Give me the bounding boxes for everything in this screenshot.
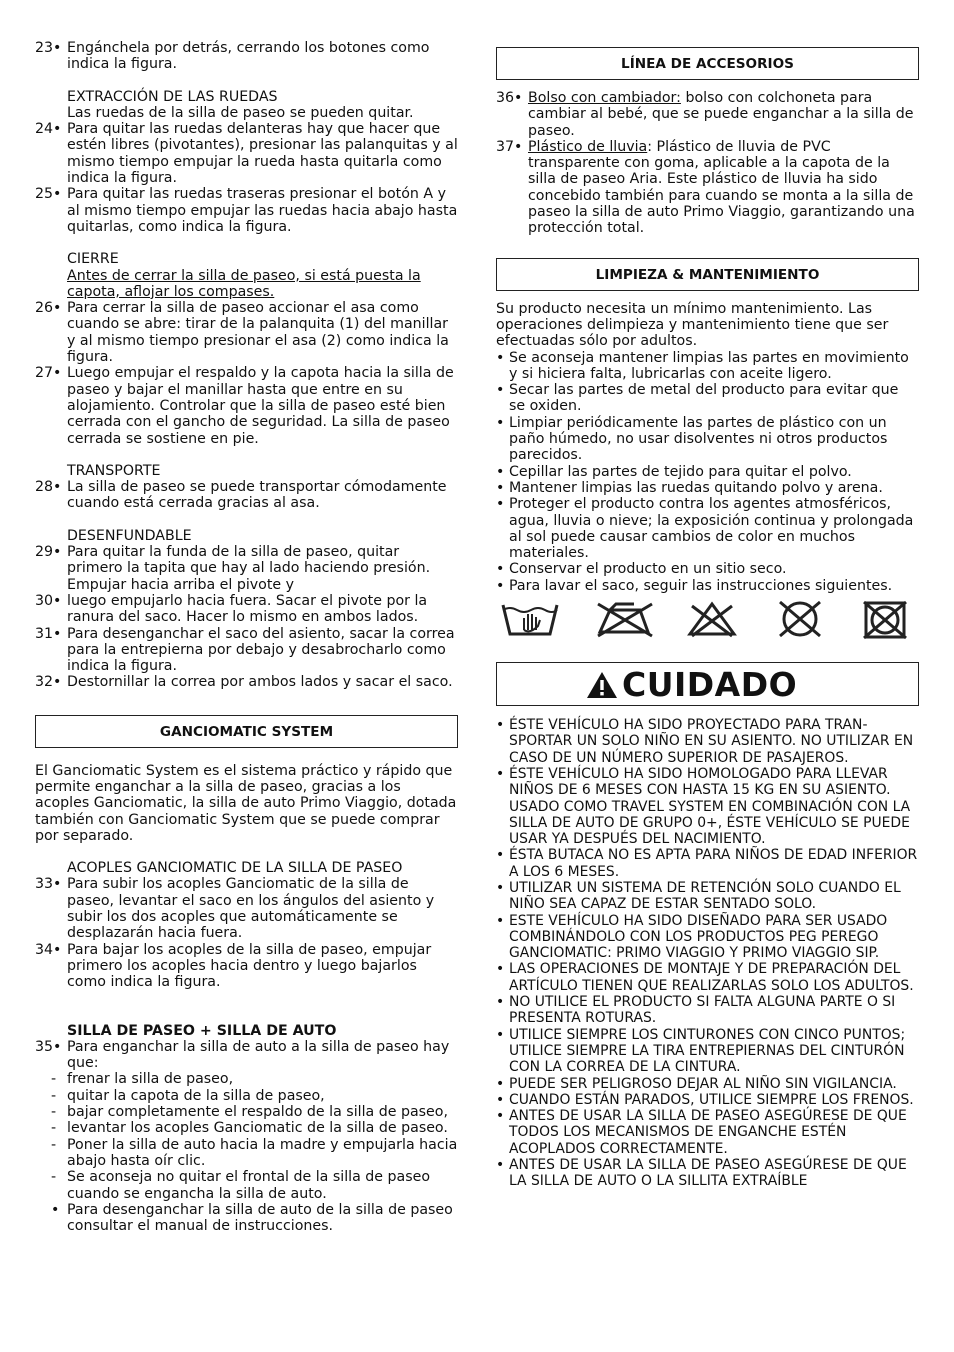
bullet-item xyxy=(35,1202,458,1235)
instruction-33 xyxy=(35,876,458,941)
item-number: 33• xyxy=(35,876,62,893)
warning-bullet-item xyxy=(496,847,919,880)
dash-item xyxy=(35,1088,458,1104)
item-text: Para desenganchar el saco del asiento, sacar la correa para la entrepierna por debajo y desabrocharlo como indica la figura. xyxy=(67,625,455,675)
limpieza-bullet-item xyxy=(496,464,919,480)
left-column xyxy=(35,40,458,1234)
warning-bullet-text: ESTE VEHÍCULO HA SIDO DISEÑADO PARA SER USADO COMBINÁNDOLO CON LOS PRODUCTOS PEG PEREGO GANCIOMATIC: PRIMO VIAGGIO Y PRIMO VIAGGIO SIP. xyxy=(509,912,888,962)
item-number: 28• xyxy=(35,479,62,496)
extraccion-intro: Las ruedas de la silla de paseo se pueden quitar. xyxy=(67,104,414,121)
dash-mark: - xyxy=(51,1104,57,1121)
item-number: 34• xyxy=(35,941,62,958)
warning-bullet-text: ANTES DE USAR LA SILLA DE PASEO ASEGÚRESE DE QUE LA SILLA DE AUTO O LA SILLITA EXTRAÍBLE xyxy=(509,1157,907,1190)
care-icons-row xyxy=(496,600,919,640)
no-bleach-icon xyxy=(686,600,738,638)
bullet-mark: • xyxy=(496,912,505,929)
dash-mark: - xyxy=(51,1169,57,1186)
dash-item xyxy=(35,1120,458,1136)
limpieza-list xyxy=(496,350,919,594)
item-text: Para cerrar la silla de paseo accionar el asa como cuando se abre: tirar de la palanquita (1) del manillar y al mismo tiempo presionar el asa (2) como indica la figura. xyxy=(67,300,449,366)
warning-triangle-icon xyxy=(585,670,619,700)
warning-bullet-item xyxy=(496,1108,919,1157)
item-number: 24• xyxy=(35,121,62,138)
section-title-transporte: TRANSPORTE xyxy=(67,462,161,479)
warning-bullet-text: UTILIZAR UN SISTEMA DE RETENCIÓN SOLO CUANDO EL NIÑO SEA CAPAZ DE ESTAR SENTADO SOLO. xyxy=(509,879,901,913)
limpieza-intro: Su producto necesita un mínimo mantenimiento. Las operaciones delimpieza y mantenimiento tiene que ser efectuadas sólo por adultos. xyxy=(496,300,889,350)
item-number: 35• xyxy=(35,1038,62,1055)
item-text: Para quitar las ruedas traseras presionar el botón A y al mismo tiempo empujar las ruedas hacia abajo hasta quitarlas, como indica la figura. xyxy=(67,186,458,235)
warning-bullet-item xyxy=(496,1157,919,1190)
limpieza-bullet-text: Para lavar el saco, seguir las instrucciones siguientes. xyxy=(509,577,893,594)
section-title-acoples: ACOPLES GANCIOMATIC DE LA SILLA DE PASEO xyxy=(67,860,403,877)
no-iron-icon xyxy=(596,600,654,638)
limpieza-bullet-text: Limpiar periódicamente las partes de plástico con un paño húmedo, no usar disolventes ni otros productos parecidos. xyxy=(509,414,888,464)
bullet-mark: • xyxy=(496,349,505,366)
section-title-desenfundable: DESENFUNDABLE xyxy=(67,527,192,544)
item-number: 36• xyxy=(496,90,523,106)
item-text: Para quitar las ruedas delanteras hay que hacer que estén libres (pivotantes), presionar las palanquitas y al mismo tiempo empujar la rueda hasta quitarla como indica la figura. xyxy=(67,121,458,187)
dash-item xyxy=(35,1137,458,1170)
item-number: 32• xyxy=(35,674,62,691)
item-text: Luego empujar el respaldo y la capota hacia la silla de paseo y bajar el manillar hasta que entre en su alojamiento. Controlar que la silla de paseo esté bien cerrada con el gancho de seguridad. La silla de paseo cerrada se sostiene en pie. xyxy=(67,365,454,447)
limpieza-bullet-text: Proteger el producto contra los agentes atmosféricos, agua, lluvia o nieve; la exposición continua y prolongada al sol puede causar cambios de color en muchos materiales. xyxy=(509,496,914,562)
bullet-text: Para desenganchar la silla de auto de la silla de paseo consultar el manual de instrucciones. xyxy=(67,1201,453,1235)
section-title-cierre: CIERRE xyxy=(67,251,119,268)
warning-title: CUIDADO xyxy=(622,665,798,705)
bullet-mark: • xyxy=(496,382,505,399)
bullet-mark: • xyxy=(496,414,505,431)
limpieza-bullet-item xyxy=(496,415,919,464)
limpieza-bullet-item xyxy=(496,382,919,415)
item-text: Engánchela por detrás, cerrando los botones como indica la figura. xyxy=(67,40,430,73)
limpieza-bullet-text: Cepillar las partes de tejido para quitar el polvo. xyxy=(509,463,852,480)
instruction-29 xyxy=(35,544,458,593)
warning-bullet-item xyxy=(496,913,919,962)
item-text: luego empujarlo hacia fuera. Sacar el pivote por la ranura del saco. Hacer lo mismo en ambos lados. xyxy=(67,592,428,626)
bullet-mark: • xyxy=(496,463,505,480)
bullet-mark: • xyxy=(496,577,505,594)
limpieza-bullet-item xyxy=(496,350,919,383)
dash-mark: - xyxy=(51,1087,57,1104)
dash-text: levantar los acoples Ganciomatic de la silla de paseo. xyxy=(67,1120,448,1137)
instruction-35 xyxy=(35,1039,458,1072)
warning-bullet-item xyxy=(496,1027,919,1076)
no-dry-clean-icon xyxy=(774,600,826,638)
dash-text: Poner la silla de auto hacia la madre y empujarla hacia abajo hasta oír clic. xyxy=(67,1136,458,1169)
instruction-30 xyxy=(35,593,458,626)
instruction-28 xyxy=(35,479,458,512)
instruction-34 xyxy=(35,942,458,991)
warning-bullet-item xyxy=(496,766,919,847)
warning-bullet-text: LAS OPERACIONES DE MONTAJE Y DE PREPARACIÓN DEL ARTÍCULO TIENEN QUE REALIZARLAS SOLO LOS ADULTOS. xyxy=(509,961,914,994)
item-number: 37• xyxy=(496,138,523,155)
right-column xyxy=(496,47,919,1190)
warning-header xyxy=(496,662,919,706)
section-title-silla: SILLA DE PASEO + SILLA DE AUTO xyxy=(67,1022,337,1039)
limpieza-bullet-text: Mantener limpias las ruedas quitando polvo y arena. xyxy=(509,479,883,496)
item-text: Destornillar la correa por ambos lados y sacar el saco. xyxy=(67,674,453,691)
bullet-mark: • xyxy=(496,1091,505,1108)
limpieza-bullet-text: Secar las partes de metal del producto para evitar que se oxiden. xyxy=(509,382,899,415)
item-text: Para subir los acoples Ganciomatic de la silla de paseo, levantar el saco en los ángulos del asiento y subir los dos acoples que automáticamente se desplazarán hacia fuera. xyxy=(67,876,435,942)
item-text: Para bajar los acoples de la silla de paseo, empujar primero los acoples hacia dentro y luego bajarlos como indica la figura. xyxy=(67,941,432,991)
dash-mark: - xyxy=(51,1136,57,1153)
warning-list xyxy=(496,717,919,1190)
item-number: 31• xyxy=(35,625,62,642)
bullet-mark: • xyxy=(496,1108,505,1125)
warning-bullet-item xyxy=(496,880,919,913)
instruction-27 xyxy=(35,365,458,446)
warning-bullet-text: NO UTILICE EL PRODUCTO SI FALTA ALGUNA PARTE O SI PRESENTA ROTURAS. xyxy=(509,994,896,1027)
dash-mark: - xyxy=(51,1071,57,1088)
warning-bullet-text: ÉSTE VEHÍCULO HA SIDO PROYECTADO PARA TRAN-SPORTAR UN SOLO NIÑO EN SU ASIENTO. NO UTILIZAR EN CASO DE UN NÚMERO SUPERIOR DE PASAJEROS. xyxy=(509,717,914,766)
instruction-26 xyxy=(35,300,458,365)
dash-text: bajar completamente el respaldo de la silla de paseo, xyxy=(67,1104,448,1121)
section-box-accesorios: LÍNEA DE ACCESORIOS xyxy=(496,47,919,80)
dash-item xyxy=(35,1169,458,1202)
instruction-37 xyxy=(496,139,919,237)
warning-bullet-item xyxy=(496,1076,919,1092)
warning-bullet-text: UTILICE SIEMPRE LOS CINTURONES CON CINCO PUNTOS; UTILICE SIEMPRE LA TIRA ENTREPIERNAS DEL CINTURÓN CON LA CORREA DE LA CINTURA. xyxy=(509,1026,906,1076)
bullet-mark: • xyxy=(496,479,505,496)
instruction-25 xyxy=(35,186,458,235)
hand-wash-icon xyxy=(500,600,560,638)
item-number: 23• xyxy=(35,40,62,56)
bullet-mark: • xyxy=(496,765,505,782)
item-text: Para quitar la funda de la silla de paseo, quitar primero la tapita que hay al lado haciendo presión. Empujar hacia arriba el pivote y xyxy=(67,544,431,593)
warning-bullet-text: CUANDO ESTÁN PARADOS, UTILICE SIEMPRE LOS FRENOS. xyxy=(509,1091,914,1108)
no-tumble-dry-icon xyxy=(862,600,908,640)
item-number: 30• xyxy=(35,592,62,609)
bullet-mark: • xyxy=(496,961,505,978)
item-text: : Plástico de lluvia de PVC transparente con goma, aplicable a la capota de la silla de paseo Aria. Este plástico de lluvia ha sido concebido también para cuando se monta a la silla de paseo la silla de auto Primo Viaggio, garantizando una protección total. xyxy=(528,138,915,237)
warning-bullet-text: ÉSTA BUTACA NO ES APTA PARA NIÑOS DE EDAD INFERIOR A LOS 6 MESES. xyxy=(509,847,918,880)
bullet-mark: • xyxy=(496,879,505,896)
bullet-mark: • xyxy=(496,496,505,513)
instruction-36 xyxy=(496,90,919,139)
instruction-23 xyxy=(35,40,458,73)
item-text: bolso con colchoneta para cambiar al bebé, que se puede enganchar a la silla de paseo. xyxy=(528,90,914,139)
limpieza-bullet-text: Se aconseja mantener limpias las partes en movimiento y si hiciera falta, lubricarlas con aceite ligero. xyxy=(509,349,909,382)
dash-text: quitar la capota de la silla de paseo, xyxy=(67,1087,325,1104)
limpieza-bullet-item xyxy=(496,561,919,577)
dash-item xyxy=(35,1104,458,1120)
dash-mark: - xyxy=(51,1120,57,1137)
accessory-name: Bolso con cambiador: xyxy=(528,90,681,106)
bullet-mark: • xyxy=(496,717,505,734)
warning-bullet-text: ÉSTE VEHÍCULO HA SIDO HOMOLOGADO PARA LLEVAR NIÑOS DE 6 MESES CON HASTA 15 KG EN SU ASIENTO. USADO COMO TRAVEL SYSTEM EN COMBINACIÓN CON LA SILLA DE AUTO DE GRUPO 0+, ÉSTE VEHÍCULO SE PUEDE USAR YA DESPUÉS DEL NACIMIENTO. xyxy=(509,765,911,848)
instruction-32 xyxy=(35,674,458,690)
accessory-name: Plástico de lluvia xyxy=(528,138,648,155)
limpieza-bullet-item xyxy=(496,578,919,594)
warning-bullet-item xyxy=(496,1092,919,1108)
section-title-extraccion: EXTRACCIÓN DE LAS RUEDAS xyxy=(67,88,278,105)
item-number: 26• xyxy=(35,300,62,317)
instruction-24 xyxy=(35,121,458,186)
bullet-mark: • xyxy=(496,1075,505,1092)
limpieza-bullet-item xyxy=(496,496,919,561)
warning-bullet-item xyxy=(496,717,919,766)
bullet-mark: • xyxy=(496,1026,505,1043)
ganciomatic-intro: El Ganciomatic System es el sistema práctico y rápido que permite enganchar a la silla de paseo, gracias a los acoples Ganciomatic, la silla de auto Primo Viaggio, dotada también con Ganciomatic System que se puede comprar por separado. xyxy=(35,762,457,844)
bullet-mark: • xyxy=(496,994,505,1011)
bullet-mark: • xyxy=(496,847,505,864)
warning-bullet-text: PUEDE SER PELIGROSO DEJAR AL NIÑO SIN VIGILANCIA. xyxy=(509,1075,897,1092)
item-number: 27• xyxy=(35,365,62,382)
limpieza-bullet-text: Conservar el producto en un sitio seco. xyxy=(509,561,787,578)
limpieza-bullet-item xyxy=(496,480,919,496)
dash-item xyxy=(35,1071,458,1087)
item-text: Para enganchar la silla de auto a la silla de paseo hay que: xyxy=(67,1038,450,1072)
dash-text: Se aconseja no quitar el frontal de la silla de paseo cuando se engancha la silla de auto. xyxy=(67,1169,431,1202)
bullet-mark: • xyxy=(51,1201,60,1218)
item-number: 25• xyxy=(35,186,62,203)
section-box-ganciomatic: GANCIOMATIC SYSTEM xyxy=(35,715,458,748)
cierre-note-text: Antes de cerrar la silla de paseo, si está puesta la capota, aflojar los compases. xyxy=(67,267,421,300)
warning-bullet-item xyxy=(496,961,919,994)
instruction-31 xyxy=(35,626,458,675)
dash-text: frenar la silla de paseo, xyxy=(67,1071,234,1088)
item-number: 29• xyxy=(35,544,62,561)
warning-bullet-item xyxy=(496,994,919,1027)
section-box-limpieza: LIMPIEZA & MANTENIMIENTO xyxy=(496,258,919,291)
cierre-note xyxy=(35,268,458,301)
bullet-mark: • xyxy=(496,561,505,578)
item-text: La silla de paseo se puede transportar cómodamente cuando está cerrada gracias al asa. xyxy=(67,479,447,512)
warning-bullet-text: ANTES DE USAR LA SILLA DE PASEO ASEGÚRESE DE QUE TODOS LOS MECANISMOS DE ENGANCHE ESTÉN ACOPLADOS CORRECTAMENTE. xyxy=(509,1108,907,1157)
bullet-mark: • xyxy=(496,1157,505,1174)
